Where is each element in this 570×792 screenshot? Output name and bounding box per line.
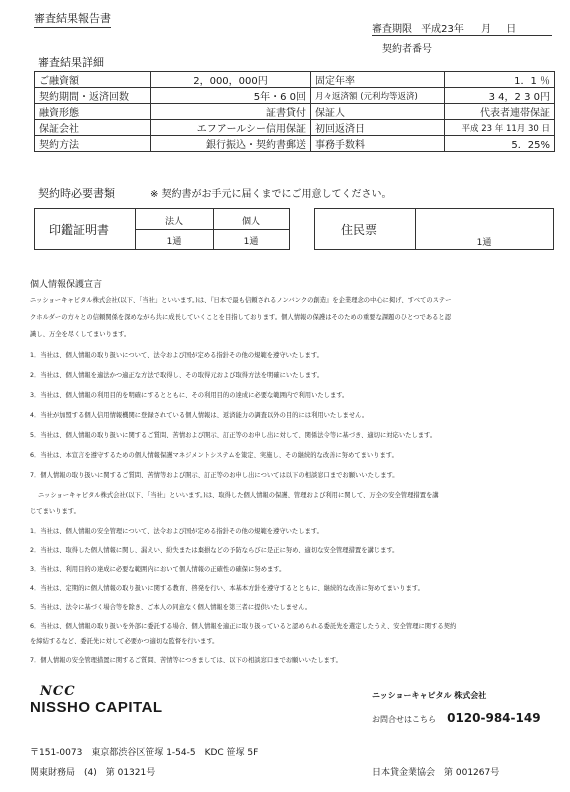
privacy-line: 3．当社は、個人情報の利用目的を明確にするとともに、その利用目的の達成に必要な範囲内で利用いたします。: [30, 392, 349, 399]
detail-label: 保証会社: [35, 120, 151, 136]
detail-label: 月々返済額 (元利均等返済): [311, 88, 445, 104]
logo-mark: NCC: [40, 684, 76, 699]
detail-value: 平成 23 年 11月 30 日: [445, 120, 555, 136]
detail-label: 契約方法: [35, 136, 151, 152]
detail-value: 1．1 ％: [445, 72, 555, 88]
detail-value: 3 4，2 3 0円: [445, 88, 555, 104]
detail-value: エフアールシー信用保証: [151, 120, 311, 136]
privacy-line: 6．当社は、個人情報の取り扱いを外部に委託する場合、個人情報を適正に取り扱っていると認められる委託先を選定したうえ、安全管理に関する契約: [30, 623, 457, 630]
privacy-line: 1．当社は、個人情報の取り扱いについて、法令および国が定める指針その他の規範を遵守いたします。: [30, 352, 323, 359]
table-row: [35, 104, 555, 120]
table-row: [35, 88, 555, 104]
privacy-line: 4．当社は、定期的に個人情報の取り扱いに関する教育、啓発を行い、本基本方針を遵守するとともに、継続的な改善に努めてまいります。: [30, 585, 424, 592]
resident-card-count: 1通: [476, 238, 492, 248]
detail-label: 固定年率: [311, 72, 445, 88]
contact-label: お問合せはこちら: [372, 715, 436, 724]
privacy-line: 5．当社は、法令に基づく場合等を除き、ご本人の同意なく個人情報を第三者に提供いたしません。: [30, 604, 312, 611]
seal-certificate-box: [34, 208, 290, 250]
detail-value: 5年・6 0回: [151, 88, 311, 104]
privacy-line: 2．当社は、取得した個人情報に関し、漏えい、紛失または棄損などの予防ならびに是正に努め、適切な安全管理措置を講じます。: [30, 547, 399, 554]
detail-label: 事務手数料: [311, 136, 445, 152]
privacy-line: 識し、万全を尽くしてまいります。: [30, 331, 131, 338]
privacy-line: を締結するなど、委託先に対して必要かつ適切な監督を行います。: [30, 638, 219, 645]
details-section-title: 審査結果詳細: [38, 56, 104, 69]
privacy-line: じてまいります。: [30, 508, 80, 515]
table-row: [35, 136, 555, 152]
deadline-field: [372, 20, 552, 36]
privacy-line: 7．個人情報の安全管理措置に関するご質問、苦情等につきましては、以下の相談窓口までお願いいたします。: [30, 657, 342, 664]
resident-card-box: [314, 208, 554, 250]
detail-value: 5．25%: [445, 136, 555, 152]
company-logo: [30, 684, 163, 716]
phone-number: 0120-984-149: [447, 711, 541, 725]
details-table: [34, 71, 555, 152]
privacy-line: 6．当社は、本宣言を遵守するための個人情報保護マネジメントシステムを策定、実施し、その継続的な改善に努めてまいります。: [30, 452, 398, 459]
detail-label: 融資形態: [35, 104, 151, 120]
page-title: 審査結果報告書: [34, 10, 111, 28]
detail-label: 契約期間・返済回数: [35, 88, 151, 104]
deadline-day: 日: [506, 24, 517, 35]
deadline-label: 審査期限: [372, 24, 412, 35]
detail-value: 銀行振込・契約書郵送: [151, 136, 311, 152]
privacy-line: 7．個人情報の取り扱いに関するご質問、苦情等および開示、訂正等のお申し出については以下の相談窓口までお願いいたします。: [30, 472, 399, 479]
detail-value: 証書貸付: [151, 104, 311, 120]
contract-number-label: 契約者番号: [382, 44, 432, 55]
resident-card-label: 住民票: [341, 223, 378, 237]
seal-certificate-label: 印鑑証明書: [49, 223, 110, 237]
privacy-line: 5．当社は、個人情報の取り扱いに関するご質問、苦情および開示、訂正等のお申し出に対して、関係法令等に基づき、適切に対応いたします。: [30, 432, 437, 439]
privacy-title: 個人情報保護宣言: [30, 280, 103, 290]
corp-count: 1通: [166, 237, 182, 247]
detail-label: 初回返済日: [311, 120, 445, 136]
privacy-line: 1．当社は、個人情報の安全管理について、法令および国が定める指針その他の規範を遵守いたします。: [30, 528, 323, 535]
logo-text: NISSHO CAPITAL: [30, 699, 163, 716]
company-name: ニッショーキャピタル 株式会社: [372, 691, 487, 700]
registration-number: 関東財務局 (4) 第 01321号: [30, 768, 156, 778]
person-label: 個人: [241, 217, 260, 227]
association-number: 日本貸金業協会 第 001267号: [372, 768, 500, 778]
table-row: [35, 72, 555, 88]
privacy-line: クホルダーの方々との信頼関係を深めながら共に成長していくことを目指しております。個人情報の保護はそのための重要な課題のひとつであると認: [30, 314, 452, 321]
deadline-month: 月: [481, 24, 492, 35]
privacy-line: 3．当社は、利用目的の達成に必要な範囲内において個人情報の正確性の確保に努めます。: [30, 566, 286, 573]
privacy-line: ニッショーキャピタル株式会社(以下、「当社」といいます。)は、『日本で最も信頼されるノンバンクの創造』を企業理念の中心に掲げ、すべてのステー: [30, 297, 452, 304]
detail-label: 保証人: [311, 104, 445, 120]
company-address: 〒151-0073 東京都渋谷区笹塚 1-54-5 KDC 笹塚 5F: [30, 748, 259, 758]
detail-label: ご融資額: [35, 72, 151, 88]
table-row: [35, 120, 555, 136]
documents-note: ※ 契約書がお手元に届くまでにご用意してください。: [150, 189, 392, 200]
deadline-value: 平成23年: [421, 24, 464, 35]
detail-value: 2，000，000円: [151, 72, 311, 88]
documents-section-title: 契約時必要書類: [38, 187, 115, 200]
privacy-line: 4．当社が加盟する個人信用情報機関に登録されている個人情報は、返済能力の調査以外の目的には利用いたしません。: [30, 412, 369, 419]
corp-label: 法人: [164, 217, 183, 227]
contact: [372, 707, 541, 726]
privacy-line: ニッショーキャピタル株式会社(以下、「当社」といいます。)は、取得した個人情報の保護、管理および利用に関して、万全の安全管理措置を講: [38, 492, 439, 499]
privacy-line: 2．当社は、個人情報を適法かつ適正な方法で取得し、その取得元および取得方法を明確にいたします。: [30, 372, 324, 379]
person-count: 1通: [243, 237, 259, 247]
detail-value: 代表者連帯保証: [445, 104, 555, 120]
